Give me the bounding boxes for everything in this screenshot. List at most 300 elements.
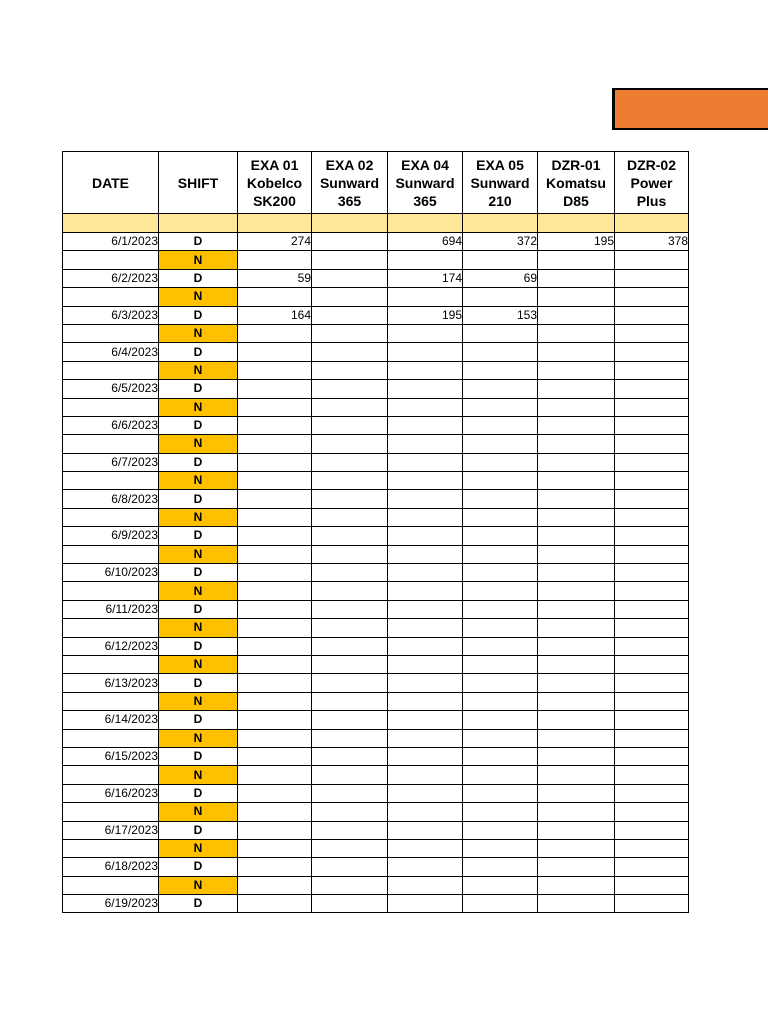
band-cell[interactable] [312, 214, 388, 233]
value-cell-dzr02[interactable] [615, 766, 689, 784]
value-cell-dzr01[interactable] [538, 453, 615, 471]
date-cell[interactable] [63, 876, 159, 894]
value-cell-exa02[interactable] [312, 490, 388, 508]
shift-cell[interactable]: N [159, 619, 238, 637]
value-cell-exa01[interactable] [238, 711, 312, 729]
value-cell-exa04[interactable] [388, 692, 463, 710]
date-cell[interactable] [63, 361, 159, 379]
value-cell-dzr02[interactable] [615, 343, 689, 361]
date-cell[interactable] [63, 545, 159, 563]
value-cell-dzr01[interactable] [538, 839, 615, 857]
value-cell-exa05[interactable] [463, 821, 538, 839]
value-cell-exa04[interactable] [388, 361, 463, 379]
date-cell[interactable]: 6/1/2023 [63, 233, 159, 251]
value-cell-exa05[interactable] [463, 398, 538, 416]
date-cell[interactable] [63, 398, 159, 416]
value-cell-exa04[interactable] [388, 545, 463, 563]
value-cell-dzr01[interactable] [538, 343, 615, 361]
value-cell-exa04[interactable] [388, 251, 463, 269]
value-cell-exa04[interactable] [388, 839, 463, 857]
value-cell-exa02[interactable] [312, 233, 388, 251]
value-cell-dzr02[interactable] [615, 545, 689, 563]
value-cell-exa02[interactable] [312, 545, 388, 563]
value-cell-exa02[interactable] [312, 895, 388, 913]
shift-cell[interactable]: D [159, 747, 238, 765]
shift-cell[interactable]: D [159, 564, 238, 582]
date-cell[interactable] [63, 803, 159, 821]
date-cell[interactable]: 6/18/2023 [63, 858, 159, 876]
value-cell-exa04[interactable] [388, 803, 463, 821]
band-cell[interactable] [538, 214, 615, 233]
value-cell-dzr02[interactable] [615, 821, 689, 839]
value-cell-exa05[interactable] [463, 858, 538, 876]
value-cell-exa02[interactable] [312, 858, 388, 876]
value-cell-dzr02[interactable] [615, 711, 689, 729]
value-cell-exa01[interactable]: 59 [238, 269, 312, 287]
value-cell-dzr02[interactable] [615, 306, 689, 324]
shift-cell[interactable]: D [159, 233, 238, 251]
value-cell-exa05[interactable] [463, 692, 538, 710]
value-cell-exa05[interactable] [463, 380, 538, 398]
date-cell[interactable] [63, 619, 159, 637]
value-cell-exa05[interactable] [463, 416, 538, 434]
band-cell[interactable] [615, 214, 689, 233]
value-cell-exa04[interactable] [388, 508, 463, 526]
shift-cell[interactable]: N [159, 361, 238, 379]
shift-cell[interactable]: D [159, 453, 238, 471]
shift-cell[interactable]: N [159, 288, 238, 306]
value-cell-dzr01[interactable] [538, 876, 615, 894]
value-cell-exa05[interactable] [463, 508, 538, 526]
band-cell[interactable] [238, 214, 312, 233]
value-cell-dzr02[interactable]: 378 [615, 233, 689, 251]
value-cell-exa02[interactable] [312, 784, 388, 802]
value-cell-dzr02[interactable] [615, 637, 689, 655]
value-cell-exa04[interactable] [388, 527, 463, 545]
value-cell-exa04[interactable] [388, 472, 463, 490]
value-cell-dzr01[interactable] [538, 729, 615, 747]
date-cell[interactable] [63, 655, 159, 673]
date-cell[interactable] [63, 288, 159, 306]
value-cell-exa04[interactable] [388, 711, 463, 729]
value-cell-exa02[interactable] [312, 288, 388, 306]
value-cell-exa05[interactable]: 153 [463, 306, 538, 324]
value-cell-dzr01[interactable] [538, 766, 615, 784]
value-cell-exa05[interactable] [463, 251, 538, 269]
value-cell-exa05[interactable] [463, 674, 538, 692]
value-cell-dzr02[interactable] [615, 527, 689, 545]
value-cell-exa05[interactable] [463, 839, 538, 857]
shift-cell[interactable]: D [159, 490, 238, 508]
value-cell-dzr02[interactable] [615, 619, 689, 637]
value-cell-dzr01[interactable] [538, 380, 615, 398]
value-cell-exa05[interactable] [463, 582, 538, 600]
value-cell-dzr02[interactable] [615, 692, 689, 710]
value-cell-exa04[interactable]: 195 [388, 306, 463, 324]
date-cell[interactable]: 6/2/2023 [63, 269, 159, 287]
value-cell-exa01[interactable] [238, 637, 312, 655]
value-cell-exa02[interactable] [312, 416, 388, 434]
value-cell-dzr02[interactable] [615, 288, 689, 306]
shift-cell[interactable]: N [159, 766, 238, 784]
value-cell-dzr01[interactable] [538, 637, 615, 655]
date-cell[interactable] [63, 508, 159, 526]
value-cell-dzr02[interactable] [615, 490, 689, 508]
date-cell[interactable] [63, 435, 159, 453]
date-cell[interactable]: 6/11/2023 [63, 600, 159, 618]
value-cell-exa05[interactable] [463, 747, 538, 765]
value-cell-dzr01[interactable]: 195 [538, 233, 615, 251]
date-cell[interactable]: 6/8/2023 [63, 490, 159, 508]
date-cell[interactable] [63, 729, 159, 747]
value-cell-exa02[interactable] [312, 655, 388, 673]
value-cell-exa05[interactable]: 372 [463, 233, 538, 251]
value-cell-exa02[interactable] [312, 361, 388, 379]
date-cell[interactable]: 6/16/2023 [63, 784, 159, 802]
value-cell-exa05[interactable] [463, 784, 538, 802]
value-cell-exa05[interactable] [463, 435, 538, 453]
value-cell-exa04[interactable] [388, 600, 463, 618]
value-cell-exa04[interactable] [388, 435, 463, 453]
value-cell-dzr02[interactable] [615, 361, 689, 379]
value-cell-exa04[interactable] [388, 398, 463, 416]
value-cell-exa01[interactable] [238, 674, 312, 692]
value-cell-dzr02[interactable] [615, 600, 689, 618]
value-cell-exa02[interactable] [312, 306, 388, 324]
value-cell-exa02[interactable] [312, 527, 388, 545]
value-cell-exa02[interactable] [312, 251, 388, 269]
value-cell-exa01[interactable] [238, 600, 312, 618]
value-cell-exa05[interactable] [463, 766, 538, 784]
value-cell-dzr01[interactable] [538, 269, 615, 287]
value-cell-dzr02[interactable] [615, 251, 689, 269]
value-cell-dzr02[interactable] [615, 803, 689, 821]
value-cell-exa01[interactable] [238, 784, 312, 802]
value-cell-dzr01[interactable] [538, 564, 615, 582]
value-cell-dzr02[interactable] [615, 416, 689, 434]
value-cell-dzr01[interactable] [538, 324, 615, 342]
value-cell-exa02[interactable] [312, 619, 388, 637]
value-cell-dzr02[interactable] [615, 564, 689, 582]
value-cell-dzr01[interactable] [538, 821, 615, 839]
value-cell-exa01[interactable] [238, 508, 312, 526]
value-cell-exa02[interactable] [312, 435, 388, 453]
shift-cell[interactable]: N [159, 508, 238, 526]
shift-cell[interactable]: D [159, 674, 238, 692]
value-cell-dzr01[interactable] [538, 619, 615, 637]
value-cell-exa01[interactable] [238, 453, 312, 471]
value-cell-exa05[interactable] [463, 324, 538, 342]
value-cell-dzr01[interactable] [538, 784, 615, 802]
value-cell-exa05[interactable] [463, 343, 538, 361]
value-cell-dzr02[interactable] [615, 269, 689, 287]
shift-cell[interactable]: D [159, 637, 238, 655]
value-cell-dzr02[interactable] [615, 876, 689, 894]
value-cell-exa01[interactable] [238, 876, 312, 894]
value-cell-dzr02[interactable] [615, 729, 689, 747]
value-cell-exa02[interactable] [312, 747, 388, 765]
value-cell-exa01[interactable] [238, 692, 312, 710]
value-cell-dzr02[interactable] [615, 858, 689, 876]
value-cell-exa04[interactable] [388, 343, 463, 361]
value-cell-dzr02[interactable] [615, 582, 689, 600]
value-cell-dzr01[interactable] [538, 472, 615, 490]
value-cell-exa04[interactable]: 174 [388, 269, 463, 287]
value-cell-dzr01[interactable] [538, 711, 615, 729]
value-cell-exa01[interactable] [238, 380, 312, 398]
shift-cell[interactable]: N [159, 729, 238, 747]
date-cell[interactable] [63, 692, 159, 710]
value-cell-exa01[interactable] [238, 416, 312, 434]
value-cell-exa01[interactable] [238, 619, 312, 637]
value-cell-exa01[interactable] [238, 729, 312, 747]
value-cell-dzr02[interactable] [615, 655, 689, 673]
value-cell-exa04[interactable] [388, 324, 463, 342]
value-cell-exa01[interactable] [238, 472, 312, 490]
value-cell-exa01[interactable] [238, 527, 312, 545]
date-cell[interactable]: 6/7/2023 [63, 453, 159, 471]
value-cell-dzr02[interactable] [615, 398, 689, 416]
value-cell-exa04[interactable] [388, 416, 463, 434]
value-cell-exa02[interactable] [312, 674, 388, 692]
value-cell-exa01[interactable] [238, 858, 312, 876]
value-cell-exa02[interactable] [312, 324, 388, 342]
value-cell-exa01[interactable] [238, 545, 312, 563]
date-cell[interactable]: 6/9/2023 [63, 527, 159, 545]
value-cell-exa02[interactable] [312, 564, 388, 582]
shift-cell[interactable]: N [159, 582, 238, 600]
value-cell-exa04[interactable] [388, 674, 463, 692]
value-cell-dzr01[interactable] [538, 361, 615, 379]
value-cell-exa05[interactable] [463, 637, 538, 655]
date-cell[interactable]: 6/19/2023 [63, 895, 159, 913]
value-cell-exa05[interactable] [463, 803, 538, 821]
date-cell[interactable]: 6/6/2023 [63, 416, 159, 434]
shift-cell[interactable]: D [159, 711, 238, 729]
date-cell[interactable]: 6/4/2023 [63, 343, 159, 361]
value-cell-exa02[interactable] [312, 582, 388, 600]
date-cell[interactable] [63, 582, 159, 600]
value-cell-exa01[interactable] [238, 564, 312, 582]
value-cell-dzr01[interactable] [538, 858, 615, 876]
value-cell-exa02[interactable] [312, 600, 388, 618]
value-cell-dzr02[interactable] [615, 472, 689, 490]
shift-cell[interactable]: N [159, 324, 238, 342]
band-cell[interactable] [159, 214, 238, 233]
date-cell[interactable]: 6/10/2023 [63, 564, 159, 582]
value-cell-exa02[interactable] [312, 269, 388, 287]
value-cell-exa05[interactable] [463, 361, 538, 379]
value-cell-exa01[interactable] [238, 288, 312, 306]
date-cell[interactable]: 6/3/2023 [63, 306, 159, 324]
value-cell-exa01[interactable] [238, 343, 312, 361]
shift-cell[interactable]: N [159, 655, 238, 673]
value-cell-exa01[interactable] [238, 766, 312, 784]
shift-cell[interactable]: N [159, 803, 238, 821]
value-cell-dzr02[interactable] [615, 839, 689, 857]
value-cell-dzr01[interactable] [538, 600, 615, 618]
value-cell-dzr01[interactable] [538, 545, 615, 563]
value-cell-exa01[interactable] [238, 361, 312, 379]
shift-cell[interactable]: N [159, 398, 238, 416]
value-cell-dzr02[interactable] [615, 508, 689, 526]
value-cell-dzr02[interactable] [615, 324, 689, 342]
value-cell-exa01[interactable] [238, 655, 312, 673]
value-cell-exa04[interactable] [388, 747, 463, 765]
value-cell-dzr01[interactable] [538, 692, 615, 710]
value-cell-exa04[interactable] [388, 582, 463, 600]
value-cell-dzr02[interactable] [615, 674, 689, 692]
value-cell-exa01[interactable] [238, 839, 312, 857]
value-cell-exa04[interactable] [388, 655, 463, 673]
value-cell-exa04[interactable] [388, 858, 463, 876]
value-cell-exa05[interactable] [463, 472, 538, 490]
value-cell-dzr01[interactable] [538, 288, 615, 306]
date-cell[interactable] [63, 324, 159, 342]
date-cell[interactable]: 6/15/2023 [63, 747, 159, 765]
value-cell-dzr01[interactable] [538, 895, 615, 913]
shift-cell[interactable]: N [159, 545, 238, 563]
value-cell-dzr01[interactable] [538, 306, 615, 324]
value-cell-exa05[interactable] [463, 655, 538, 673]
value-cell-exa02[interactable] [312, 637, 388, 655]
value-cell-exa02[interactable] [312, 472, 388, 490]
date-cell[interactable] [63, 472, 159, 490]
value-cell-exa02[interactable] [312, 398, 388, 416]
value-cell-dzr02[interactable] [615, 784, 689, 802]
shift-cell[interactable]: N [159, 251, 238, 269]
value-cell-exa05[interactable] [463, 711, 538, 729]
shift-cell[interactable]: N [159, 692, 238, 710]
value-cell-exa02[interactable] [312, 876, 388, 894]
value-cell-exa02[interactable] [312, 692, 388, 710]
date-cell[interactable]: 6/12/2023 [63, 637, 159, 655]
shift-cell[interactable]: D [159, 343, 238, 361]
value-cell-exa05[interactable] [463, 729, 538, 747]
shift-cell[interactable]: D [159, 380, 238, 398]
date-cell[interactable]: 6/13/2023 [63, 674, 159, 692]
value-cell-dzr02[interactable] [615, 895, 689, 913]
value-cell-dzr01[interactable] [538, 398, 615, 416]
value-cell-exa01[interactable] [238, 821, 312, 839]
date-cell[interactable]: 6/5/2023 [63, 380, 159, 398]
date-cell[interactable]: 6/17/2023 [63, 821, 159, 839]
value-cell-exa05[interactable] [463, 527, 538, 545]
value-cell-exa04[interactable] [388, 637, 463, 655]
value-cell-exa04[interactable] [388, 380, 463, 398]
value-cell-dzr01[interactable] [538, 747, 615, 765]
value-cell-dzr01[interactable] [538, 490, 615, 508]
value-cell-dzr02[interactable] [615, 747, 689, 765]
value-cell-dzr01[interactable] [538, 435, 615, 453]
value-cell-exa05[interactable] [463, 619, 538, 637]
value-cell-exa05[interactable] [463, 288, 538, 306]
value-cell-exa01[interactable] [238, 490, 312, 508]
band-cell[interactable] [388, 214, 463, 233]
value-cell-dzr01[interactable] [538, 508, 615, 526]
value-cell-dzr01[interactable] [538, 803, 615, 821]
shift-cell[interactable]: N [159, 435, 238, 453]
value-cell-exa05[interactable] [463, 545, 538, 563]
value-cell-exa01[interactable] [238, 803, 312, 821]
shift-cell[interactable]: D [159, 600, 238, 618]
value-cell-dzr01[interactable] [538, 251, 615, 269]
value-cell-exa02[interactable] [312, 839, 388, 857]
value-cell-exa01[interactable] [238, 895, 312, 913]
value-cell-exa01[interactable] [238, 398, 312, 416]
value-cell-exa02[interactable] [312, 508, 388, 526]
value-cell-exa05[interactable] [463, 876, 538, 894]
value-cell-exa01[interactable] [238, 582, 312, 600]
value-cell-exa04[interactable] [388, 564, 463, 582]
value-cell-exa01[interactable] [238, 251, 312, 269]
value-cell-exa01[interactable]: 164 [238, 306, 312, 324]
value-cell-dzr01[interactable] [538, 655, 615, 673]
value-cell-exa02[interactable] [312, 729, 388, 747]
shift-cell[interactable]: N [159, 472, 238, 490]
value-cell-exa01[interactable]: 274 [238, 233, 312, 251]
value-cell-exa02[interactable] [312, 766, 388, 784]
value-cell-exa01[interactable] [238, 324, 312, 342]
value-cell-exa04[interactable] [388, 490, 463, 508]
value-cell-exa04[interactable] [388, 895, 463, 913]
value-cell-exa04[interactable]: 694 [388, 233, 463, 251]
value-cell-dzr02[interactable] [615, 380, 689, 398]
value-cell-exa05[interactable] [463, 453, 538, 471]
value-cell-exa04[interactable] [388, 619, 463, 637]
band-cell[interactable] [463, 214, 538, 233]
value-cell-exa01[interactable] [238, 435, 312, 453]
shift-cell[interactable]: D [159, 784, 238, 802]
shift-cell[interactable]: D [159, 306, 238, 324]
value-cell-dzr02[interactable] [615, 435, 689, 453]
shift-cell[interactable]: D [159, 895, 238, 913]
value-cell-exa04[interactable] [388, 453, 463, 471]
value-cell-exa04[interactable] [388, 876, 463, 894]
value-cell-exa04[interactable] [388, 729, 463, 747]
date-cell[interactable]: 6/14/2023 [63, 711, 159, 729]
shift-cell[interactable]: D [159, 527, 238, 545]
date-cell[interactable] [63, 839, 159, 857]
shift-cell[interactable]: N [159, 876, 238, 894]
shift-cell[interactable]: D [159, 416, 238, 434]
value-cell-exa02[interactable] [312, 380, 388, 398]
shift-cell[interactable]: D [159, 269, 238, 287]
value-cell-dzr02[interactable] [615, 453, 689, 471]
date-cell[interactable] [63, 251, 159, 269]
value-cell-exa04[interactable] [388, 821, 463, 839]
value-cell-exa04[interactable] [388, 766, 463, 784]
value-cell-exa04[interactable] [388, 784, 463, 802]
value-cell-dzr01[interactable] [538, 416, 615, 434]
value-cell-exa02[interactable] [312, 803, 388, 821]
value-cell-exa01[interactable] [238, 747, 312, 765]
value-cell-exa05[interactable] [463, 564, 538, 582]
value-cell-exa04[interactable] [388, 288, 463, 306]
value-cell-exa02[interactable] [312, 343, 388, 361]
value-cell-dzr01[interactable] [538, 582, 615, 600]
shift-cell[interactable]: D [159, 821, 238, 839]
value-cell-exa02[interactable] [312, 453, 388, 471]
value-cell-exa02[interactable] [312, 711, 388, 729]
shift-cell[interactable]: N [159, 839, 238, 857]
value-cell-dzr01[interactable] [538, 674, 615, 692]
band-cell[interactable] [63, 214, 159, 233]
value-cell-exa05[interactable] [463, 895, 538, 913]
date-cell[interactable] [63, 766, 159, 784]
value-cell-exa05[interactable] [463, 490, 538, 508]
value-cell-exa02[interactable] [312, 821, 388, 839]
